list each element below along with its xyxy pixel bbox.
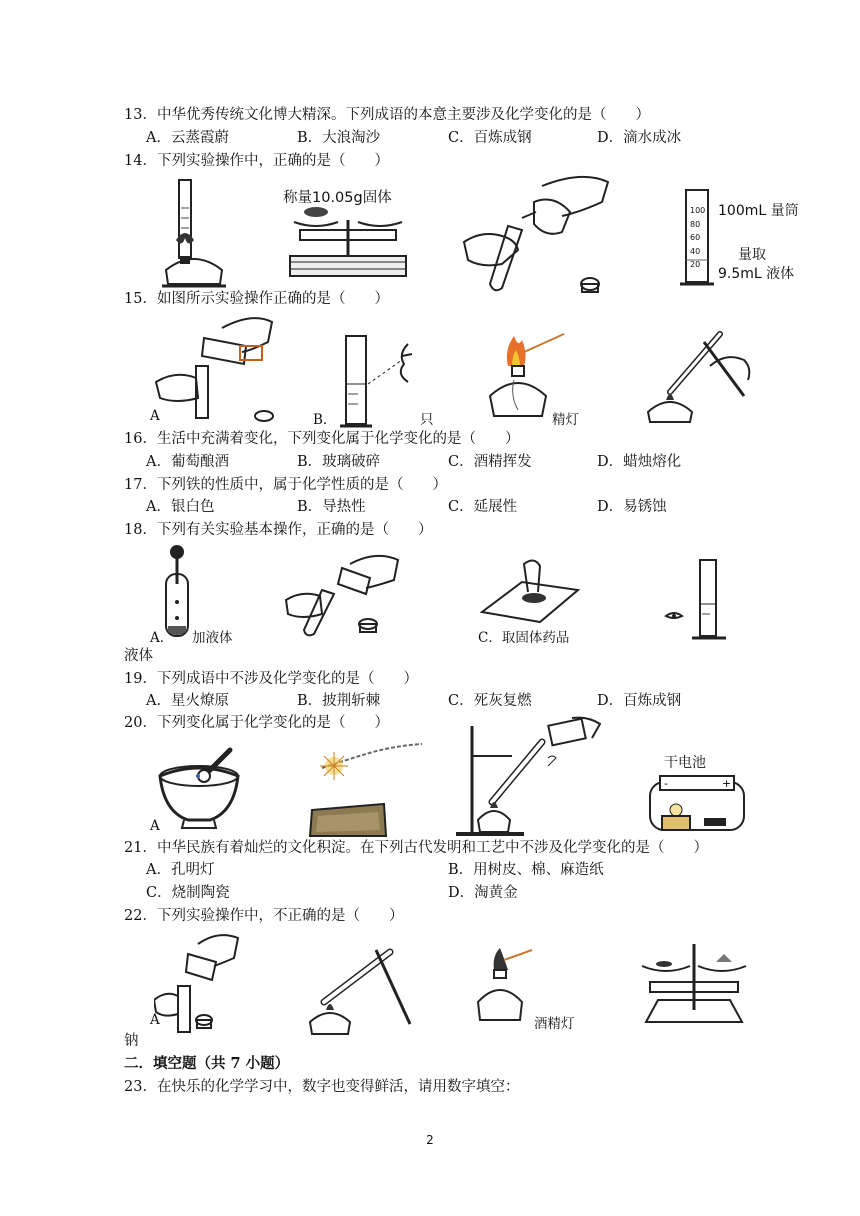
q18-figure-d-reading-cylinder xyxy=(664,558,730,642)
q17-option-a: A．银白色 xyxy=(146,499,215,515)
q14-cylinder-label-bottom: 9.5mL 液体 xyxy=(718,266,795,282)
q15-label-c-fragment: 只 xyxy=(420,408,434,428)
q20-figure-a-mortar-pestle xyxy=(154,746,244,832)
q18-figure-b-pouring-liquid xyxy=(284,548,404,640)
q13-option-d: D．滴水成冰 xyxy=(597,130,682,146)
q19-option-a: A．星火燎原 xyxy=(146,693,229,709)
question-15-stem: 15．如图所示实验操作正确的是（ ） xyxy=(124,291,389,307)
q20-battery-label: 干电池 xyxy=(664,755,706,771)
q18-label-a-text: 加液体 xyxy=(192,626,233,646)
q16-option-d: D．蜡烛熔化 xyxy=(597,454,682,470)
question-17-stem: 17．下列铁的性质中，属于化学性质的是（ ） xyxy=(124,477,447,493)
q22-figure-c-alcohol-lamp xyxy=(474,944,536,1026)
q14-figure-c-pouring-liquid xyxy=(462,172,614,296)
q22-figure-a-pouring-liquid xyxy=(154,930,244,1034)
question-20-stem: 20．下列变化属于化学变化的是（ ） xyxy=(124,715,389,731)
q14-balance-label: 称量10.05g固体 xyxy=(283,190,392,206)
tick-80: 80 xyxy=(690,219,701,229)
section-2-heading: 二．填空题（共 7 小题） xyxy=(124,1055,290,1072)
q19-option-b: B．披荆斩棘 xyxy=(297,693,381,709)
tick-60: 60 xyxy=(690,233,701,242)
q17-option-b: B．导热性 xyxy=(297,499,366,515)
svg-text:+: + xyxy=(722,777,732,790)
q14-cylinder-ticks xyxy=(690,204,705,272)
q13-option-c: C．百炼成钢 xyxy=(448,130,532,146)
question-18-stem: 18．下列有关实验基本操作，正确的是（ ） xyxy=(124,522,433,538)
q21-option-d: D．淘黄金 xyxy=(448,885,518,901)
question-16-stem: 16．生活中充满着变化，下列变化属于化学变化的是（ ） xyxy=(124,431,520,447)
q18-label-a: A． xyxy=(150,630,174,646)
question-21-stem: 21．中华民族有着灿烂的文化积淀。在下列古代发明和工艺中不涉及化学变化的是（ ） xyxy=(124,840,708,856)
q18-label-c: C．取固体药品 xyxy=(478,626,569,646)
tick-40: 40 xyxy=(690,246,701,256)
q18-trailing-text: 液体 xyxy=(124,648,153,664)
q14-figure-d-graduated-cylinder xyxy=(680,188,714,290)
q20-figure-c-heating-apparatus xyxy=(452,716,602,838)
q15-label-a: A xyxy=(150,408,160,424)
q20-figure-b-burning-wire xyxy=(306,740,426,838)
q15-label-d-fragment: 精灯 xyxy=(552,408,579,428)
question-23-stem: 23．在快乐的化学学习中，数字也变得鲜活，请用数字填空： xyxy=(124,1079,520,1095)
q17-option-d: D．易锈蚀 xyxy=(597,499,667,515)
tick-20: 20 xyxy=(690,260,701,269)
q22-figure-d-balance xyxy=(638,940,750,1026)
q21-option-b: B．用树皮、棉、麻造纸 xyxy=(448,862,604,878)
q14-figure-a-alcohol-lamp-heating xyxy=(158,178,230,290)
q19-option-d: D．百炼成钢 xyxy=(597,693,682,709)
q22-trailing-text: 钠 xyxy=(124,1033,139,1049)
q20-figure-d-battery-circuit xyxy=(646,772,748,836)
q19-option-c: C．死灰复燃 xyxy=(448,693,532,709)
question-22-stem: 22．下列实验操作中，不正确的是（ ） xyxy=(124,908,404,924)
q15-figure-b-reading-cylinder xyxy=(338,334,424,430)
q15-figure-a-pouring xyxy=(152,312,278,432)
question-19-stem: 19．下列成语中不涉及化学变化的是（ ） xyxy=(124,671,418,687)
question-13-stem: 13．中华优秀传统文化博大精深。下列成语的本意主要涉及化学变化的是（ ） xyxy=(124,107,650,123)
q14-figure-b-balance xyxy=(286,206,410,280)
q14-cylinder-label-mid: 量取 xyxy=(738,247,766,263)
svg-text:-: - xyxy=(664,777,668,790)
q16-option-b: B．玻璃破碎 xyxy=(297,454,381,470)
q21-option-c: C．烧制陶瓷 xyxy=(146,885,230,901)
q18-figure-c-solid-on-paper xyxy=(478,556,582,628)
q20-label-a: A xyxy=(150,818,160,834)
q16-option-a: A．葡萄酿酒 xyxy=(146,454,229,470)
tick-100: 100 xyxy=(690,206,706,215)
q16-option-c: C．酒精挥发 xyxy=(448,454,532,470)
q22-figure-b-heating-tube xyxy=(306,938,414,1038)
q21-option-a: A．孔明灯 xyxy=(146,862,215,878)
page-number: 2 xyxy=(426,1133,434,1147)
q15-figure-d-heating-tube xyxy=(640,322,756,426)
q15-label-b: B． xyxy=(313,408,336,428)
q13-option-b: B．大浪淘沙 xyxy=(297,130,381,146)
q17-option-c: C．延展性 xyxy=(448,499,518,515)
q14-cylinder-label-top: 100mL 量筒 xyxy=(718,203,799,219)
q22-label-lamp: 酒精灯 xyxy=(534,1012,575,1032)
q13-option-a: A．云蒸霞蔚 xyxy=(146,130,229,146)
question-14-stem: 14．下列实验操作中，正确的是（ ） xyxy=(124,153,389,169)
q22-label-a: A xyxy=(150,1012,160,1028)
